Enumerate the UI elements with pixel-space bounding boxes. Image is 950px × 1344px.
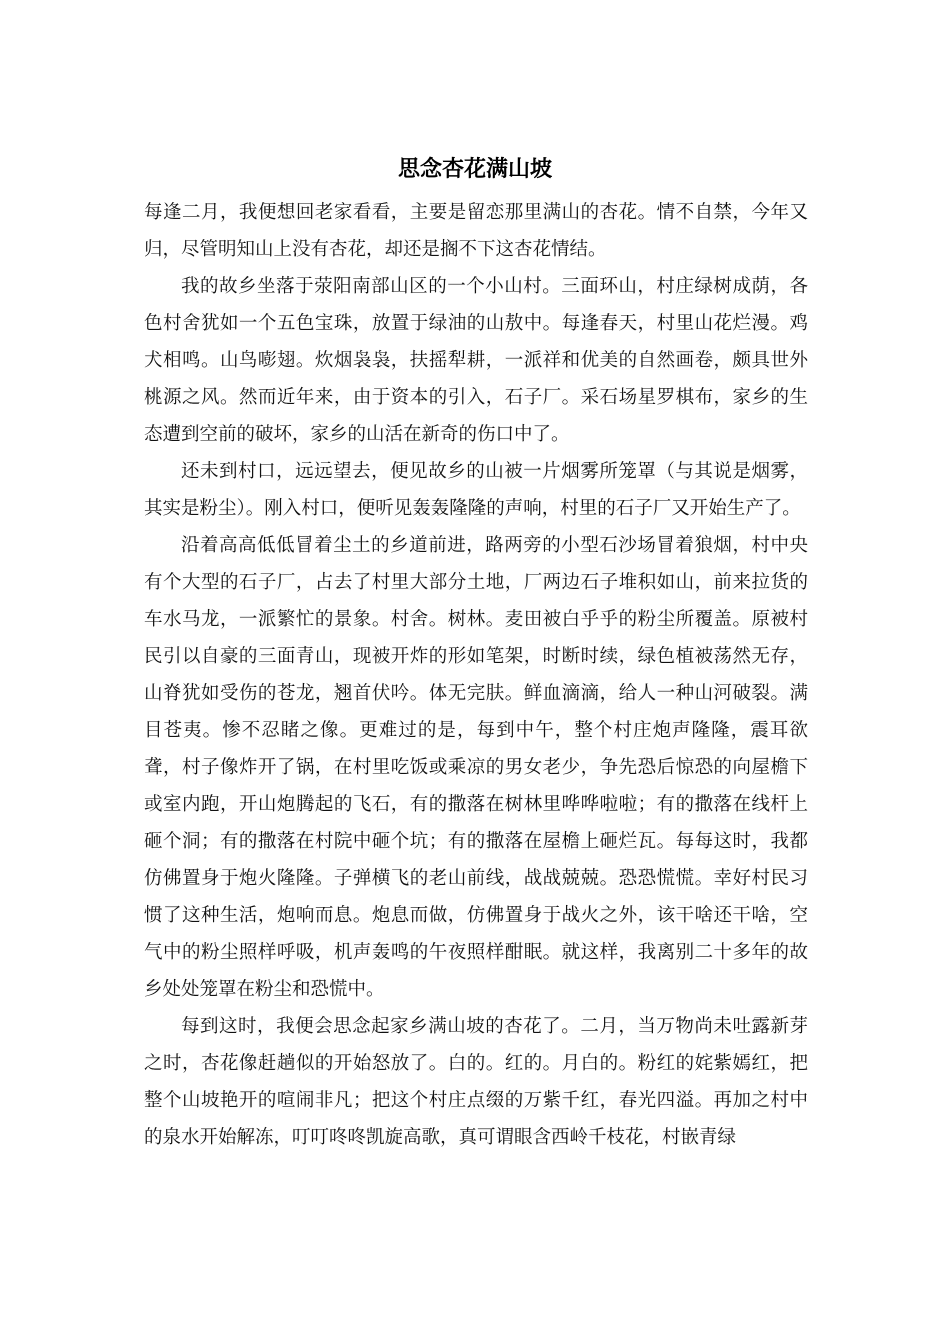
paragraph-2: 我的故乡坐落于荥阳南部山区的一个小山村。三面环山，村庄绿树成荫，各色村舍犹如一个五色宝珠，放置于绿油的山敖中。每逢春天，村里山花烂漫。鸡犬相鸣。山鸟嘭翅。炊烟袅袅，扶摇犁耕，一派祥和优美的自然画卷，颇具世外桃源之风。然而近年来，由于资本的引入，石子厂。采石场星罗棋布，家乡的生态遭到空前的破坏，家乡的山活在新奇的伤口中了。 <box>144 276 808 445</box>
document-body <box>144 194 808 1156</box>
paragraph-1: 每逢二月，我便想回老家看看，主要是留恋那里满山的杏花。情不自禁，今年又归，尽管明知山上没有杏花，却还是搁不下这杏花情结。 <box>144 202 808 260</box>
paragraph-5: 每到这时，我便会思念起家乡满山坡的杏花了。二月，当万物尚未吐露新芽之时，杏花像赶趟似的开始怒放了。白的。红的。月白的。粉红的姹紫嫣红，把整个山坡艳开的喧闹非凡；把这个村庄点缀的万紫千红，春光四溢。再加之村中的泉水开始解冻，叮叮咚咚凯旋高歌，真可谓眼含西岭千枝花，村嵌青绿 <box>144 1016 808 1148</box>
paragraph-3: 还未到村口，远远望去，便见故乡的山被一片烟雾所笼罩（与其说是烟雾，其实是粉尘）。刚入村口，便听见轰轰隆隆的声响，村里的石子厂又开始生产了。 <box>144 461 808 519</box>
document-title: 思念杏花满山坡 <box>397 157 552 182</box>
paragraph-4: 沿着高高低低冒着尘土的乡道前进，路两旁的小型石沙场冒着狼烟，村中央有个大型的石子厂，占去了村里大部分土地，厂两边石子堆积如山，前来拉货的车水马龙，一派繁忙的景象。村舍。树林。麦田被白乎乎的粉尘所覆盖。原被村民引以自豪的三面青山，现被开炸的形如笔架，时断时续，绿色植被荡然无存，山脊犹如受伤的苍龙，翘首伏吟。体无完肤。鲜血滴滴，给人一种山河破裂。满目苍夷。惨不忍睹之像。更难过的是，每到中午，整个村庄炮声隆隆，震耳欲聋，村子像炸开了锅，在村里吃饭或乘凉的男女老少，争先恐后惊恐的向屋檐下或室内跑，开山炮腾起的飞石，有的撒落在树林里哗哗啦啦；有的撒落在线杆上砸个洞；有的撒落在村院中砸个坑；有的撒落在屋檐上砸烂瓦。每每这时，我都仿佛置身于炮火隆隆。子弹横飞的老山前线，战战兢兢。恐恐慌慌。幸好村民习惯了这种生活，炮响而息。炮息而做，仿佛置身于战火之外，该干啥还干啥，空气中的粉尘照样呼吸，机声轰鸣的午夜照样酣眠。就这样，我离别二十多年的故乡处处笼罩在粉尘和恐慌中。 <box>144 535 808 1000</box>
